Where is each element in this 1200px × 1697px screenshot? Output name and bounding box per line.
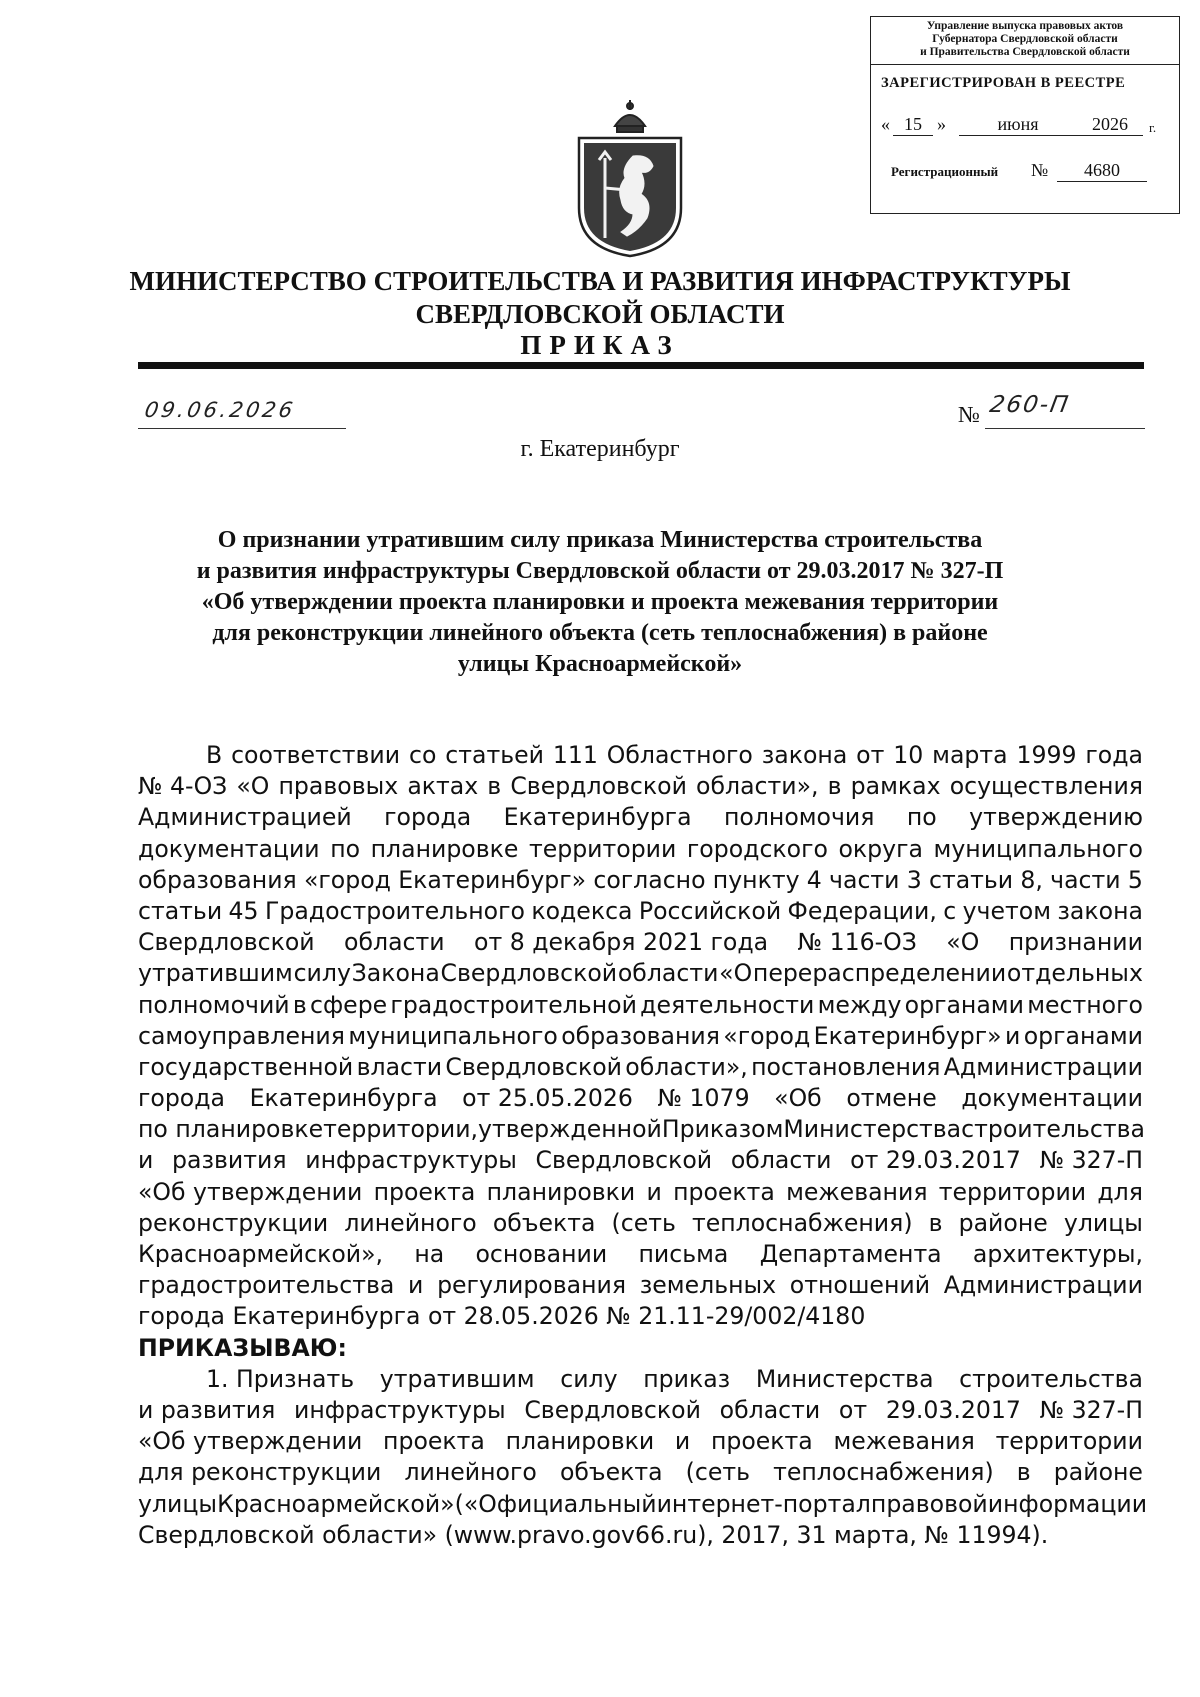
order-body [138, 740, 1148, 1551]
word: статьи [138, 896, 223, 925]
word: области», [625, 1052, 748, 1081]
word: силу [293, 959, 351, 988]
word: теплоснабжения) [691, 1208, 913, 1237]
word: отношений [789, 1271, 931, 1300]
word: осуществления [949, 772, 1143, 801]
word: марта [932, 741, 1008, 769]
word: города [138, 1084, 226, 1113]
word: основании [475, 1240, 608, 1268]
word: территории [938, 1177, 1087, 1206]
word: «О [236, 772, 270, 801]
word: Екатеринбург» [398, 865, 587, 894]
stamp-number: 4680 [1057, 160, 1147, 182]
word: от 8 декабря 2021 года [474, 928, 769, 957]
word: городского [686, 834, 828, 863]
preamble-line [138, 771, 1143, 802]
word: области [730, 1146, 832, 1175]
word: и [1004, 1021, 1021, 1050]
preamble-line [138, 1145, 1143, 1176]
word: пункту [712, 865, 800, 894]
stamp-header-line: Управление выпуска правовых актов [926, 20, 1124, 32]
preamble-line [138, 1208, 1143, 1239]
stamp-number-row [881, 160, 1169, 184]
word: проекта [373, 1177, 476, 1206]
item-1-line [138, 1395, 1143, 1426]
word: Екатеринбурга [503, 803, 692, 832]
word: деятельности [640, 990, 815, 1019]
preamble-line [138, 1021, 1143, 1052]
word: города [384, 803, 472, 832]
word: Российской [638, 896, 782, 925]
word: 3 [906, 865, 922, 894]
word: утратившим [138, 959, 293, 988]
word: области [719, 1395, 821, 1424]
word: «Об утверждении [138, 1427, 363, 1456]
command-word: ПРИКАЗЫВАЮ: [138, 1333, 347, 1362]
word: согласно [593, 865, 706, 894]
word: «О [946, 928, 980, 957]
word: информации [987, 1489, 1148, 1518]
stamp-registered-label: ЗАРЕГИСТРИРОВАН В РЕЕСТРЕ [881, 75, 1126, 91]
word: приказ [643, 1364, 731, 1393]
word: утратившим [379, 1364, 535, 1393]
word: и развития [138, 1395, 276, 1424]
word: закона [1057, 896, 1143, 925]
word: от [838, 1395, 868, 1424]
preamble-line [138, 958, 1143, 989]
word: года [1085, 741, 1143, 769]
word: Красноармейской» [217, 1489, 455, 1518]
word: инфраструктуры [294, 1395, 506, 1424]
word: («Официальный [454, 1489, 657, 1518]
item-1-paragraph [138, 1364, 1148, 1520]
word: части [1050, 865, 1121, 894]
word: межевания [786, 1177, 928, 1206]
word: муниципального [348, 1021, 558, 1050]
number-underline [985, 428, 1145, 429]
word: объекта [492, 1208, 596, 1237]
word: Красноармейской», [138, 1240, 384, 1268]
word: на [414, 1240, 445, 1268]
word: 29.03.2017 [885, 1395, 1021, 1424]
word: в [292, 990, 307, 1019]
preamble-line [138, 834, 1143, 865]
word: Свердловской [138, 928, 315, 957]
word: территории, [323, 1115, 479, 1144]
stamp-day: 15 [893, 114, 933, 136]
word: В [206, 741, 223, 769]
word: теплоснабжения) [773, 1458, 994, 1487]
stamp-quote-open: « [881, 114, 890, 134]
word: развития [172, 1146, 287, 1175]
word: строительства [961, 1115, 1145, 1144]
word: Федерации, [787, 896, 937, 925]
word: 1. Признать [206, 1364, 355, 1393]
word: со [408, 741, 437, 769]
word: (сеть [611, 1208, 676, 1237]
word: и [646, 1177, 662, 1206]
item-1-line [138, 1364, 1143, 1395]
word: полномочий [138, 990, 290, 1019]
heading-line: и развития инфраструктуры Свердловской области от 29.03.2017 № 327-П [196, 558, 1004, 584]
word: округа [838, 834, 923, 863]
word: Администрации [943, 1052, 1143, 1081]
word: № 327-П [1039, 1395, 1143, 1424]
word: объекта [559, 1458, 663, 1487]
heading-line: О признании утратившим силу приказа Министерства строительства [217, 527, 983, 553]
word: Закона [351, 959, 440, 988]
word: проекта [383, 1427, 485, 1456]
word: в [487, 772, 502, 801]
word: проекта [673, 1177, 775, 1206]
preamble-line [138, 990, 1143, 1021]
word: Свердловской [440, 959, 618, 988]
word: и [138, 1146, 154, 1175]
word: Свердловской [535, 1146, 713, 1175]
word: признании [1008, 928, 1143, 957]
word: области [617, 959, 719, 988]
preamble-line [138, 1052, 1143, 1083]
word: утверждению [969, 803, 1143, 832]
preamble-line [138, 1083, 1143, 1114]
word: инфраструктуры [305, 1146, 517, 1175]
word: правовых [278, 772, 399, 801]
word: 1999 [1016, 741, 1077, 769]
word: линейного [344, 1208, 477, 1237]
word: реконструкции [138, 1208, 329, 1237]
word: от 29.03.2017 [850, 1146, 1021, 1175]
word: образования [561, 1021, 720, 1050]
word: для реконструкции [138, 1458, 382, 1487]
word: 45 [228, 896, 259, 925]
word: градостроительства [138, 1271, 395, 1300]
word: межевания [833, 1427, 975, 1456]
word: улицы [138, 1489, 218, 1518]
word: учетом [962, 896, 1051, 925]
word: кодекса [531, 896, 633, 925]
word: Екатеринбург» [813, 1021, 1002, 1050]
word: 10 [893, 741, 924, 769]
word: территории [995, 1427, 1143, 1456]
word: территории [528, 834, 677, 863]
preamble-last-line: города Екатеринбурга от 28.05.2026 № 21.11-29/002/4180 [138, 1302, 866, 1331]
word: Администрацией [138, 803, 352, 832]
word: № 327-П [1039, 1146, 1143, 1175]
word: земельных [639, 1271, 777, 1300]
preamble-line [138, 1270, 1143, 1301]
order-number-handwritten: 260-П [987, 392, 1072, 418]
order-date-handwritten: 09.06.2026 [142, 398, 298, 422]
item-1-line [138, 1426, 1143, 1457]
word: Приказом [661, 1115, 784, 1144]
word: постановления [751, 1052, 941, 1081]
city-line: г. Екатеринбург [520, 436, 680, 462]
word: перераспределении [752, 959, 1007, 988]
word: (сеть [685, 1458, 751, 1487]
preamble-line [138, 1177, 1143, 1208]
word: в [827, 772, 842, 801]
word: «город [723, 1021, 811, 1050]
stamp-quote-close: » [937, 114, 946, 134]
word: образования [138, 865, 297, 894]
word: Министерства [783, 1115, 962, 1144]
preamble-line [138, 896, 1143, 927]
heading-line: «Об утверждении проекта планировки и проекта межевания территории [201, 589, 999, 615]
word: 5 [1127, 865, 1143, 894]
word: градостроительной [390, 990, 637, 1019]
word: и [674, 1427, 691, 1456]
coat-of-arms-emblem [575, 98, 685, 258]
word: линейного [404, 1458, 537, 1487]
word: 8, [1020, 865, 1043, 894]
word: силу [560, 1364, 618, 1393]
word: Градостроительного [264, 896, 525, 925]
registration-stamp [870, 16, 1180, 214]
word: Департамента [759, 1240, 942, 1268]
word: сфере [310, 990, 388, 1019]
word: планировке [370, 834, 519, 863]
word: по планировке [138, 1115, 324, 1144]
word: документации [961, 1084, 1143, 1113]
word: самоуправления [138, 1021, 345, 1050]
word: планировки [486, 1177, 636, 1206]
word: рамках [850, 772, 941, 801]
word: Администрации [943, 1271, 1143, 1300]
word: архитектуры, [972, 1240, 1143, 1268]
preamble-line [138, 865, 1143, 896]
word: проекта [710, 1427, 813, 1456]
word: статьи [928, 865, 1014, 894]
word: местного [1027, 990, 1143, 1019]
word: № 4-ОЗ [138, 772, 228, 801]
word: государственной [138, 1052, 354, 1081]
word: органами [1023, 1021, 1143, 1050]
word: «город [303, 865, 391, 894]
item-1-line [138, 1489, 1148, 1520]
word: актах [407, 772, 479, 801]
word: Областного [606, 741, 753, 769]
word: утвержденной [478, 1115, 662, 1144]
word: части [829, 865, 900, 894]
word: закона [761, 741, 848, 769]
ministry-name-line-2: СВЕРДЛОВСКОЙ ОБЛАСТИ [415, 299, 785, 329]
stamp-header-line: и Правительства Свердловской области [920, 46, 1130, 58]
word: полномочия [723, 803, 875, 832]
date-underline [138, 428, 346, 429]
word: регулирования [437, 1271, 627, 1300]
word: документации [138, 834, 320, 863]
heading-line: улицы Красноармейской» [457, 651, 743, 677]
preamble-line [138, 927, 1143, 958]
word: отмене [846, 1084, 937, 1113]
word: 4 [806, 865, 822, 894]
word: от 25.05.2026 [462, 1084, 633, 1113]
item-1-line [138, 1457, 1143, 1488]
word: от [856, 741, 885, 769]
word: № 1079 [657, 1084, 750, 1113]
word: планировки [505, 1427, 655, 1456]
word: области», [696, 772, 819, 801]
word: по [906, 803, 937, 832]
word: Свердловской [524, 1395, 701, 1424]
preamble-line [138, 740, 1143, 771]
preamble-line [138, 1114, 1143, 1145]
preamble-line [138, 1239, 1143, 1270]
word: улицы [1063, 1208, 1143, 1237]
stamp-number-sign: № [1031, 160, 1049, 180]
word: письма [638, 1240, 729, 1268]
word: по [330, 834, 361, 863]
word: строительства [959, 1364, 1143, 1393]
word: «О [719, 959, 753, 988]
word: с [943, 896, 957, 925]
stamp-month: июня [959, 114, 1077, 136]
header-rule [138, 362, 1144, 369]
stamp-year-suffix: г. [1149, 120, 1157, 135]
word: Министерства [755, 1364, 934, 1393]
word: соответствии [231, 741, 401, 769]
word: районе [958, 1208, 1048, 1237]
word: в [1016, 1458, 1031, 1487]
order-number-label: № [958, 402, 980, 427]
word: № 116-ОЗ [797, 928, 917, 957]
word: и [408, 1271, 424, 1300]
word: в [928, 1208, 943, 1237]
preamble-line [138, 802, 1143, 833]
word: отдельных [1006, 959, 1143, 988]
word: 111 [552, 741, 598, 769]
stamp-header [871, 17, 1179, 65]
word: районе [1053, 1458, 1143, 1487]
ministry-name-line-1: МИНИСТЕРСТВО СТРОИТЕЛЬСТВА И РАЗВИТИЯ ИНФРАСТРУКТУРЫ [129, 266, 1071, 296]
word: Свердловской [445, 1052, 622, 1081]
heading-line: для реконструкции линейного объекта (сеть теплоснабжения) в районе [212, 620, 988, 646]
preamble-paragraph [138, 740, 1143, 1301]
word: муниципального [933, 834, 1143, 863]
stamp-number-label: Регистрационный [891, 164, 999, 179]
word: органами [904, 990, 1024, 1019]
word: правовой [870, 1489, 988, 1518]
word: интернет-портал [656, 1489, 871, 1518]
word: Екатеринбурга [249, 1084, 438, 1113]
word: Свердловской [510, 772, 687, 801]
order-heading [150, 525, 1050, 680]
word: власти [356, 1052, 443, 1081]
stamp-header-line: Губернатора Свердловской области [932, 33, 1118, 45]
word: статьей [445, 741, 544, 769]
document-type-title: ПРИКАЗ [520, 330, 680, 360]
stamp-year: 2026 [1077, 114, 1143, 136]
stamp-date [881, 114, 1169, 138]
word: между [817, 990, 902, 1019]
word: области [344, 928, 445, 957]
item-1-last-line: Свердловской области» (www.pravo.gov66.ru), 2017, 31 марта, № 11994). [138, 1520, 1049, 1549]
word: для [1097, 1177, 1143, 1206]
word: «Об утверждении [138, 1177, 363, 1206]
word: «Об [774, 1084, 822, 1113]
